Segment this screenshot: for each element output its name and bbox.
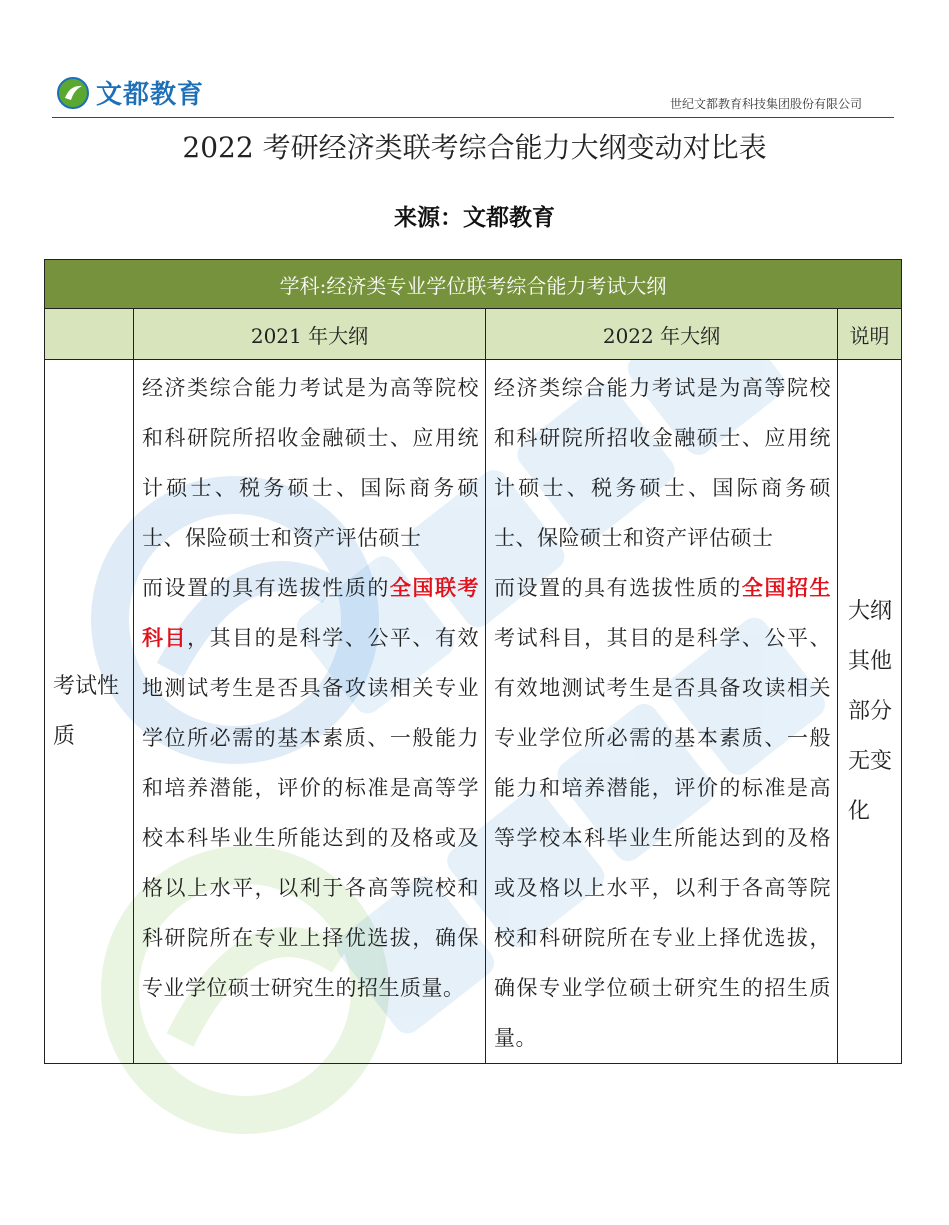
- empty-header-cell: [45, 309, 134, 360]
- content-2021-part2-post: ，其目的是科学、公平、有效地测试考生是否具备攻读相关专业学位所必需的基本素质、一般能力和培养潜能，评价的标准是高等学校本科毕业生所能达到的及格或及格以上水平，以利于各高等院校和科研院所在专业上择优选拔，确保专业学位硕士研究生的招生质量。: [142, 626, 480, 1000]
- table-row: [45, 360, 902, 1064]
- content-2021: [134, 360, 486, 1064]
- wendu-logo-icon: [56, 76, 90, 110]
- content-2022-part1: 经济类综合能力考试是为高等院校和科研院所招收金融硕士、应用统计硕士、税务硕士、国际商务硕士、保险硕士和资产评估硕士: [494, 376, 831, 550]
- column-header-row: [45, 309, 902, 360]
- header-divider: [52, 117, 894, 118]
- content-2022-highlight: 全国招生: [741, 575, 832, 600]
- note-cell: 大纲其他部分无变化: [838, 360, 902, 1064]
- content-2022-part2-pre: 而设置的具有选拔性质的: [494, 576, 742, 600]
- subject-cell: 学科:经济类专业学位联考综合能力考试大纲: [45, 260, 902, 309]
- content-2021-part2: [142, 563, 479, 1013]
- header-note: 说明: [838, 309, 902, 360]
- comparison-table: [44, 259, 902, 1064]
- page-header: [0, 0, 949, 125]
- company-name: 世纪文都教育科技集团股份有限公司: [669, 97, 862, 111]
- content-2022-part2-post: 考试科目，其目的是科学、公平、有效地测试考生是否具备攻读相关专业学位所必需的基本素质、一般能力和培养潜能，评价的标准是高等学校本科毕业生所能达到的及格或及格以上水平，以利于各高等院校和科研院所在专业上择优选拔，确保专业学位硕士研究生的招生质量。: [494, 626, 831, 1050]
- subject-row: [45, 260, 902, 309]
- source-line: 来源：文都教育: [394, 204, 555, 231]
- content-2021-part2-pre: 而设置的具有选拔性质的: [142, 576, 390, 600]
- row-label: 考试性质: [45, 360, 134, 1064]
- content-2022-part2: [494, 563, 831, 1063]
- header-2021: 2021 年大纲: [134, 309, 486, 360]
- content-2021-part1: 经济类综合能力考试是为高等院校和科研院所招收金融硕士、应用统计硕士、税务硕士、国际商务硕士、保险硕士和资产评估硕士: [142, 376, 479, 550]
- company-logo: [56, 74, 204, 111]
- content-2022: [486, 360, 838, 1064]
- header-2022: 2022 年大纲: [486, 309, 838, 360]
- logo-text: 文都教育: [96, 80, 205, 110]
- page-title: 2022 考研经济类联考综合能力大纲变动对比表: [182, 131, 767, 164]
- content-2021-highlight: 全国联考科目: [142, 575, 480, 650]
